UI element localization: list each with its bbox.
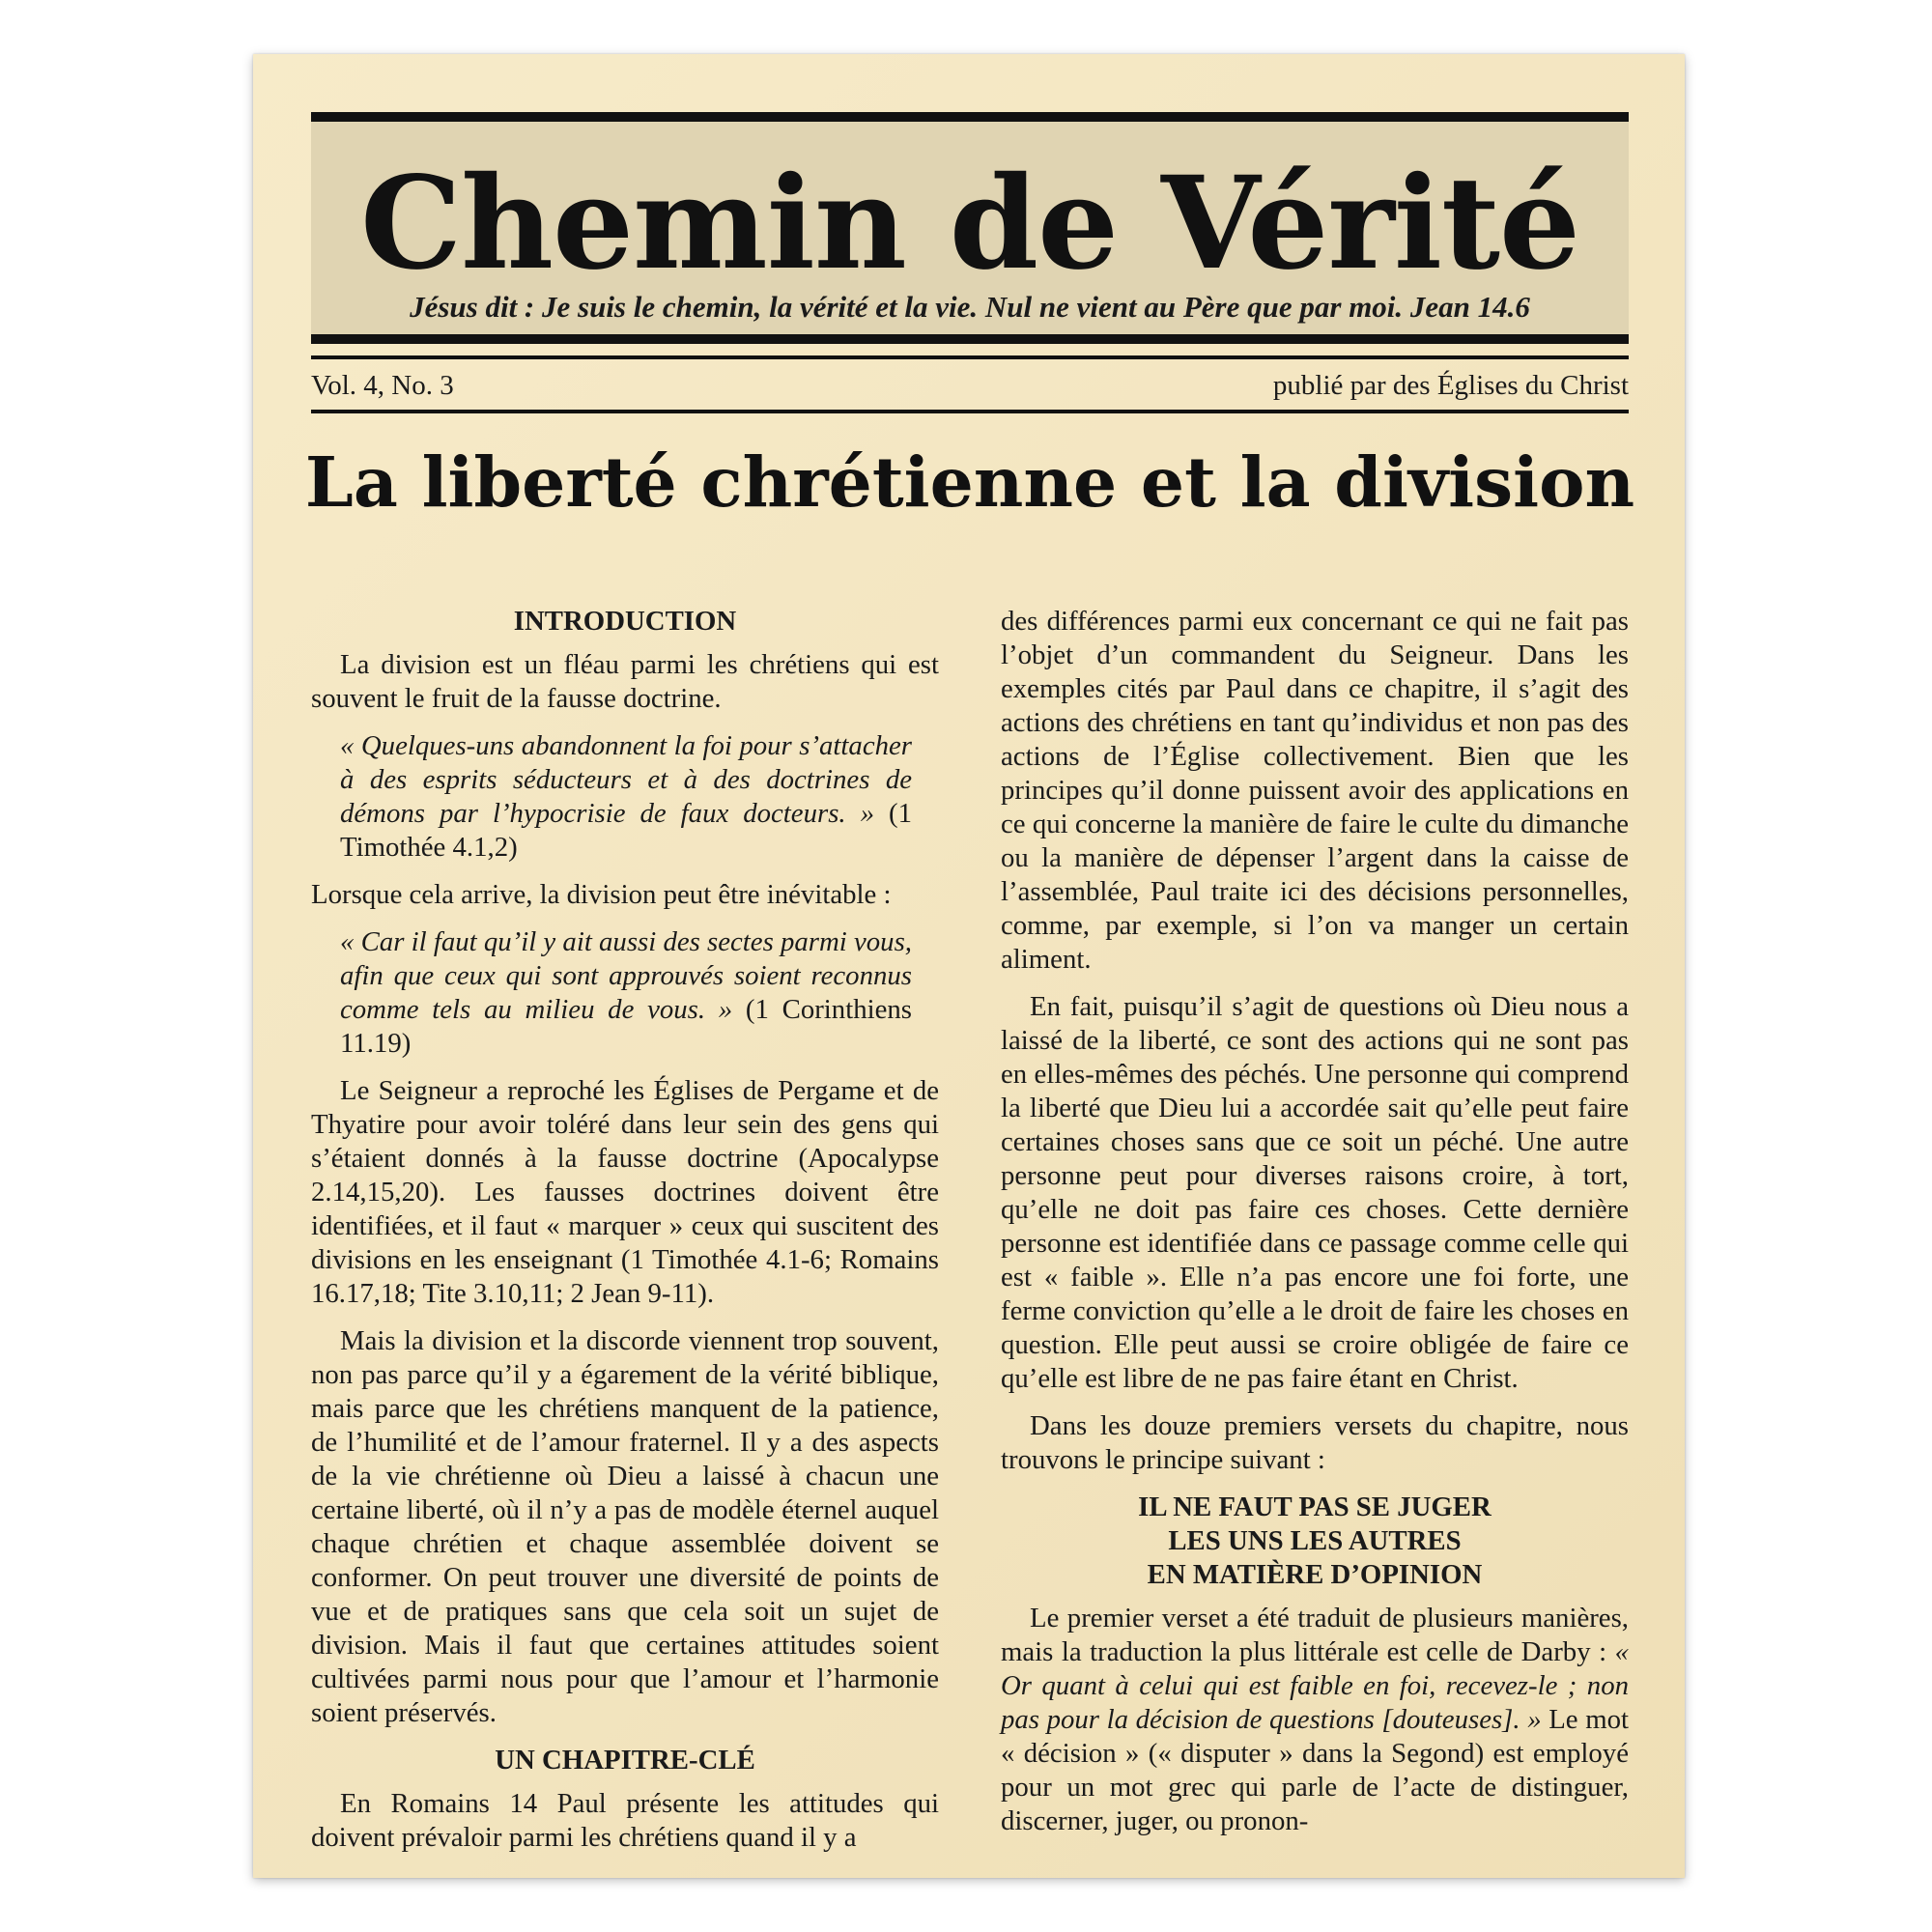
tagline: Jésus dit : Je suis le chemin, la vérité et la vie. Nul ne vient au Père que par moi. Jean 14.6 (410, 290, 1530, 324)
issue-bottom-rule (311, 410, 1629, 413)
paragraph-text: Le premier verset a été traduit de plusieurs manières, mais la traduction la plus littérale est celle de Darby : (1001, 1603, 1629, 1667)
section-heading-line: LES UNS LES AUTRES (1168, 1525, 1462, 1556)
paragraph: En Romains 14 Paul présente les attitudes qui doivent prévaloir parmi les chrétiens quand il y a (311, 1788, 939, 1853)
quote-reference: (1 Timothée 4.1,2) (340, 798, 912, 863)
issue-number: Vol. 4, No. 3 (311, 369, 454, 401)
masthead-top-rule (311, 112, 1629, 122)
left-column (311, 605, 939, 1868)
newsletter-page (253, 54, 1685, 1878)
chapter-heading: UN CHAPITRE-CLÉ (495, 1745, 755, 1776)
article-headline: La liberté chrétienne et la division (304, 441, 1635, 523)
masthead (311, 112, 1629, 413)
paragraph: En fait, puisqu’il s’agit de questions où Dieu nous a laissé de la liberté, ce sont des actions qui ne sont pas en elles-mêmes des péchés. Une personne qui comprend la liberté que Dieu lui a accordée sait qu’elle peut faire certaines choses sans que ce soit un péché. Une autre personne peut pour diverses raisons croire, à tort, qu’elle ne doit pas faire ces choses. Cette dernière personne est identifiée dans ce passage comme celle qui est « faible ». Elle n’a pas encore une foi forte, une ferme conviction qu’elle a le droit de faire les choses en question. Elle peut aussi se croire obligée de faire ce qu’elle est libre de ne pas faire étant en Christ. (1001, 991, 1629, 1394)
darby-quote: « Or quant à celui qui est faible en foi, recevez-le ; non pas pour la décision de questions [douteuses]. » (1001, 1636, 1629, 1735)
section-heading-line: IL NE FAUT PAS SE JUGER (1138, 1492, 1492, 1522)
nameplate-title: Chemin de Vérité (360, 149, 1579, 298)
paragraph: Dans les douze premiers versets du chapitre, nous trouvons le principe suivant : (1001, 1410, 1629, 1475)
paragraph: Lorsque cela arrive, la division peut être inévitable : (311, 879, 892, 910)
paragraph: Mais la division et la discorde viennent trop souvent, non pas parce qu’il y a égarement de la vérité biblique, mais parce que les chrétiens manquent de la patience, de l’humilité et de l’amour fraternel. Il y a des aspects de la vie chrétienne où Dieu a laissé à chacun une certaine liberté, où il n’y a pas de modèle éternel auquel chaque chrétien et chaque assemblée doivent se conformer. On peut trouver une diversité de points de vue et de pratiques sans que cela soit un sujet de division. Mais il faut que certaines attitudes soient cultivées parmi nous pour que l’amour et l’harmonie soient préservés. (311, 1325, 939, 1728)
issue-row (311, 359, 1629, 410)
section-heading-line: EN MATIÈRE D’OPINION (1147, 1559, 1483, 1590)
quote-text: « Quelques-uns abandonnent la foi pour s’attacher à des esprits séducteurs et à des doctrines de démons par l’hypocrisie de faux docteurs. » (340, 730, 912, 829)
quote-text: « Car il faut qu’il y ait aussi des sectes parmi vous, afin que ceux qui sont approuvés soient reconnus comme tels au milieu de vous. » (340, 926, 912, 1025)
masthead-bottom-rule (311, 334, 1629, 344)
paragraph-text: Le mot « décision » (« disputer » dans la Segond) est employé pour un mot grec qui parle de l’acte de distinguer, discerner, juger, ou pronon- (1001, 1704, 1630, 1836)
section-heading (1001, 1491, 1629, 1592)
scripture-quote (340, 729, 912, 865)
paragraph: La division est un fléau parmi les chrétiens qui est souvent le fruit de la fausse doctrine. (311, 649, 939, 714)
publisher-line: publié par des Églises du Christ (1272, 369, 1629, 401)
paragraph: Le Seigneur a reproché les Églises de Pergame et de Thyatire pour avoir toléré dans leur sein des gens qui s’étaient donnés à la fausse doctrine (Apocalypse 2.14,15,20). Les fausses doctrines doivent être identifiées, et il faut « marquer » ceux qui suscitent des divisions en les enseignant (1 Timothée 4.1-6; Romains 16.17,18; Tite 3.10,11; 2 Jean 9-11). (311, 1075, 939, 1309)
paragraph (1001, 1602, 1629, 1838)
title-band (311, 122, 1629, 334)
intro-heading: INTRODUCTION (513, 606, 737, 637)
right-column (1001, 605, 1629, 1852)
paragraph: des différences parmi eux concernant ce qui ne fait pas l’objet d’un commandent du Seigneur. Dans les exemples cités par Paul dans ce chapitre, il s’agit des actions des chrétiens en tant qu’individus et non pas des actions de l’Église collectivement. Bien que les principes qu’il donne puissent avoir des applications en ce qui concerne la manière de faire le culte du dimanche ou la manière de dépenser l’argent dans la caisse de l’assemblée, Paul traite ici des décisions personnelles, comme, par exemple, si l’on va manger un certain aliment. (1001, 606, 1629, 975)
quote-reference: (1 Corinthiens 11.19) (340, 994, 912, 1059)
scripture-quote (340, 925, 912, 1061)
